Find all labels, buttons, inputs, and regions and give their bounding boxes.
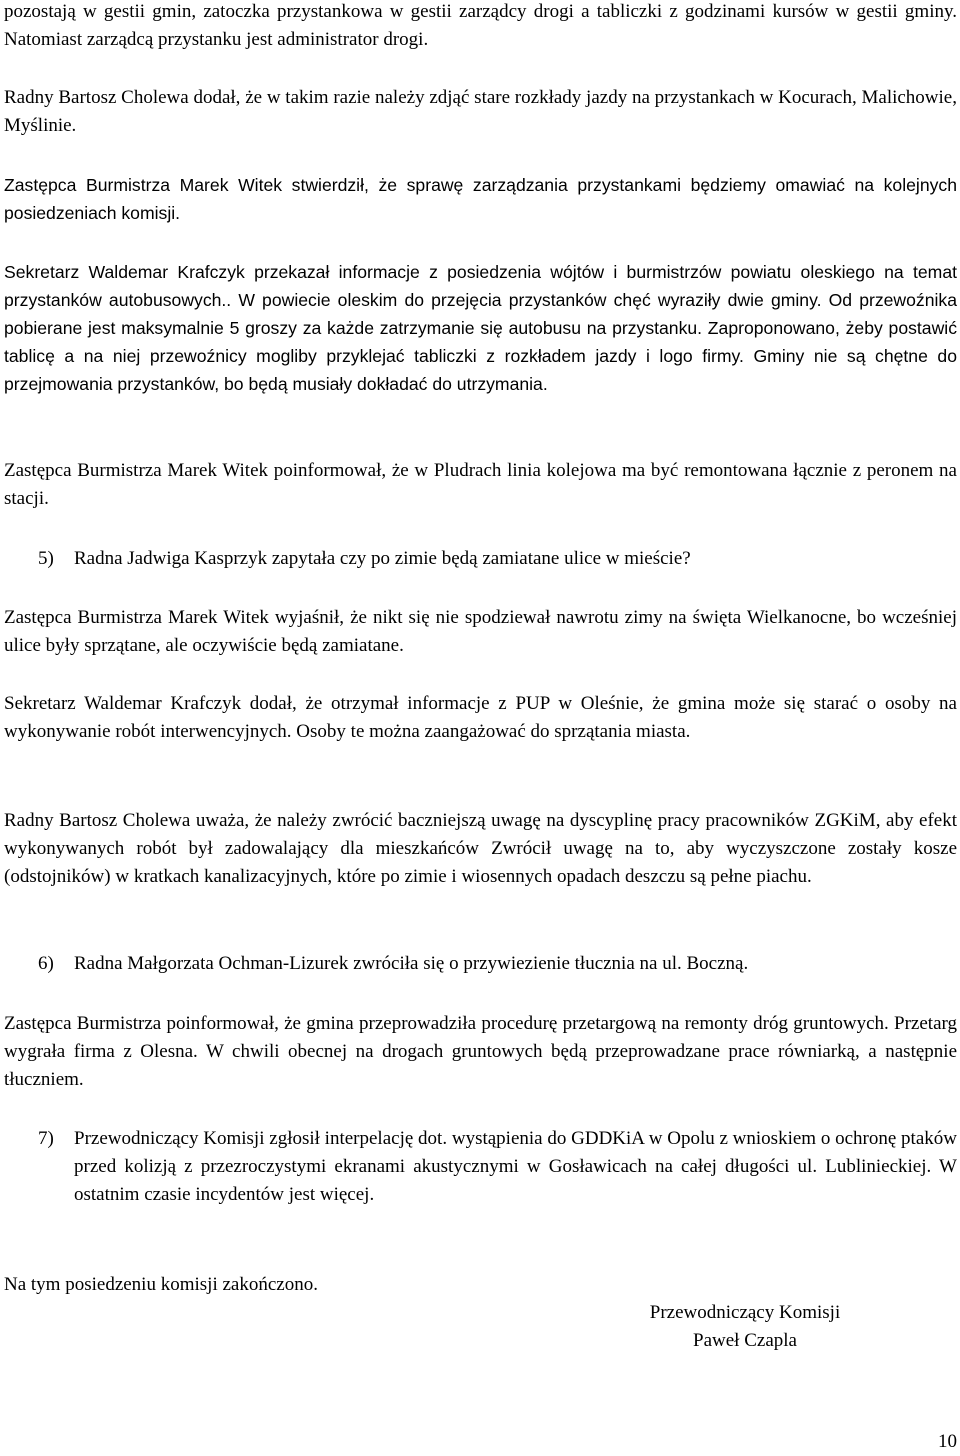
signature-name: Paweł Czapla <box>693 1330 797 1351</box>
paragraph-witek-streets: Zastępca Burmistrza Marek Witek wyjaśnił, że nikt się nie spodziewał nawrotu zimy na święta Wielkanocne, bo wcześniej ulice były sprzątane, ale oczywiście będą zamiatane. <box>4 607 957 656</box>
list-item-6-number: 6) <box>38 953 54 974</box>
paragraph-witek-committee: Zastępca Burmistrza Marek Witek stwierdził, że sprawę zarządzania przystankami będziemy omawiać na kolejnych posiedzeniach komisji. <box>4 175 957 223</box>
paragraph-krafczyk-bus-stops: Sekretarz Waldemar Krafczyk przekazał informacje z posiedzenia wójtów i burmistrzów powiatu oleskiego na temat przystanków autobusowych.. W powiecie oleskim do przejęcia przystanków chęć wyraziły dwie gminy. Od przewoźnika pobierane jest maksymalnie 5 groszy za każde zatrzymanie się autobusu na przystanku. Zaproponowano, żeby postawić tablicę a na niej przewoźnicy mogliby przyklejać tabliczki z rozkładem jazdy i logo firmy. Gminy nie są chętne do przejmowania przystanków, bo będą musiały dokładać do utrzymania. <box>4 262 957 394</box>
list-item-5-text: Radna Jadwiga Kasprzyk zapytała czy po zimie będą zamiatane ulice w mieście? <box>74 548 691 569</box>
list-item-7-number: 7) <box>38 1128 54 1149</box>
paragraph-cholewa-timetables: Radny Bartosz Cholewa dodał, że w takim razie należy zdjąć stare rozkłady jazdy na przystankach w Kocurach, Malichowie, Myślinie. <box>4 87 957 136</box>
list-item-7 <box>38 1125 957 1209</box>
paragraph-witek-railway: Zastępca Burmistrza Marek Witek poinformował, że w Pludrach linia kolejowa ma być remontowana łącznie z peronem na stacji. <box>4 460 957 509</box>
paragraph-closing: Na tym posiedzeniu komisji zakończono. <box>4 1274 318 1295</box>
list-item-7-text: Przewodniczący Komisji zgłosił interpelację dot. wystąpienia do GDDKiA w Opolu z wnioskiem o ochronę ptaków przed kolizją z przezroczystymi ekranami akustycznymi w Gosławicach na całej długości ul. Lublinieckiej. W ostatnim czasie incydentów jest więcej. <box>74 1128 957 1205</box>
signature-title: Przewodniczący Komisji <box>649 1302 841 1323</box>
list-item-5-number: 5) <box>38 548 54 569</box>
list-item-5 <box>38 545 957 573</box>
page-number: 10 <box>938 1431 957 1452</box>
paragraph-cholewa-zgkim: Radny Bartosz Cholewa uważa, że należy zwrócić baczniejszą uwagę na dyscyplinę pracy pracowników ZGKiM, aby efekt wykonywanych robót był zadowalający dla mieszkańców Zwrócił uwagę na to, aby wyczyszczone zostały kosze (odstojników) w kratkach kanalizacyjnych, które po zimie i wiosennych opadach deszczu są pełne piachu. <box>4 810 957 887</box>
paragraph-krafczyk-pup: Sekretarz Waldemar Krafczyk dodał, że otrzymał informacje z PUP w Oleśnie, że gmina może się starać o osoby na wykonywanie robót interwencyjnych. Osoby te można zaangażować do sprzątania miasta. <box>4 693 957 742</box>
paragraph-deputy-roads: Zastępca Burmistrza poinformował, że gmina przeprowadziła procedurę przetargową na remonty dróg gruntowych. Przetarg wygrała firma z Olesna. W chwili obecnej na drogach gruntowych będą przeprowadzane prace równiarką, a następnie tłuczniem. <box>4 1013 957 1090</box>
list-item-6-text: Radna Małgorzata Ochman-Lizurek zwróciła się o przywiezienie tłucznia na ul. Boczną. <box>74 953 749 974</box>
signature-block <box>600 1299 890 1355</box>
paragraph-stops-management: pozostają w gestii gmin, zatoczka przystankowa w gestii zarządcy drogi a tabliczki z godzinami kursów w gestii gminy. Natomiast zarządcą przystanku jest administrator drogi. <box>4 1 957 50</box>
list-item-6 <box>38 950 957 978</box>
